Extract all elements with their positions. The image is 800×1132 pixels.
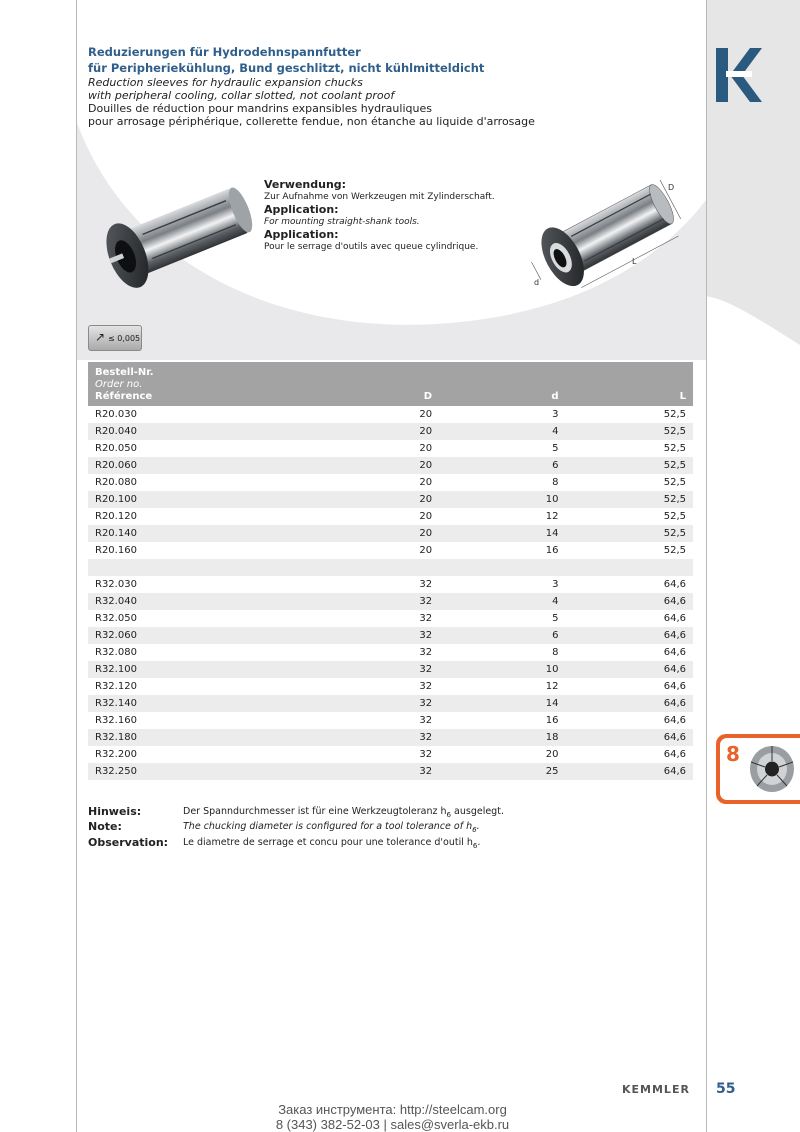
cell-order-number: R32.080 — [95, 647, 137, 658]
dim-L-label: L — [632, 257, 637, 266]
cell-order-number: R32.050 — [95, 613, 137, 624]
notes-block — [88, 806, 608, 852]
table-row — [88, 661, 693, 678]
usage-fr-heading: Application: — [264, 228, 339, 241]
cell-D: 20 — [215, 423, 439, 440]
cell-L: 64,6 — [565, 627, 693, 644]
cell-order-number: R20.140 — [88, 525, 215, 542]
cell-L: 52,5 — [663, 477, 686, 488]
table-row — [88, 610, 693, 627]
order-header-en: Order no. — [95, 379, 143, 390]
cell-D: 20 — [419, 477, 433, 488]
page-header — [88, 44, 698, 128]
cell-D: 32 — [419, 579, 433, 590]
cell-d — [439, 559, 565, 576]
cell-order-number: R32.200 — [95, 749, 137, 760]
left-rule — [76, 0, 77, 1132]
cell-d: 14 — [439, 525, 565, 542]
cell-L: 52,5 — [663, 443, 686, 454]
cell-L — [565, 559, 693, 576]
cell-L: 64,6 — [663, 647, 686, 658]
dimension-drawing — [520, 160, 700, 310]
cell-D: 32 — [215, 729, 439, 746]
col-order-number — [88, 362, 215, 406]
cell-d: 16 — [545, 715, 559, 726]
note-en-text: The chucking diameter is configured for a tool tolerance of $h_6$. — [183, 821, 480, 835]
cell-order-number: R20.030 — [95, 409, 137, 420]
cell-D: 32 — [215, 627, 439, 644]
cell-d: 8 — [552, 477, 559, 488]
chapter-number: 8 — [726, 742, 740, 766]
cell-D: 32 — [419, 613, 433, 624]
cell-d: 20 — [545, 749, 559, 760]
cell-L: 52,5 — [663, 511, 686, 522]
table-row — [88, 644, 693, 661]
cell-L: 64,6 — [663, 681, 686, 692]
table-row — [88, 474, 693, 491]
runout-arrow-icon: ↗ — [95, 330, 106, 344]
cell-d: 3 — [552, 579, 559, 590]
cell-order-number: R32.040 — [88, 593, 215, 610]
table-row — [88, 627, 693, 644]
cell-order-number: R20.120 — [95, 511, 137, 522]
cell-order-number: R32.250 — [88, 763, 215, 780]
table-row — [88, 457, 693, 474]
table-row — [88, 491, 693, 508]
table-row — [88, 593, 693, 610]
title-de-2: für Peripheriekühlung, Bund geschlitzt, nicht kühlmitteldicht — [88, 61, 485, 75]
cell-order-number: R20.160 — [95, 545, 137, 556]
cell-order-number: R20.040 — [88, 423, 215, 440]
cell-order-number: R20.060 — [88, 457, 215, 474]
cell-D: 20 — [419, 443, 433, 454]
table-header-row — [88, 362, 693, 406]
cell-d: 18 — [439, 729, 565, 746]
table-row — [88, 542, 693, 559]
usage-de-text: Zur Aufnahme von Werkzeugen mit Zylinderschaft. — [264, 192, 495, 202]
table-row — [88, 525, 693, 542]
cell-L: 52,5 — [565, 423, 693, 440]
footer-brand: KEMMLER — [622, 1083, 690, 1096]
cell-d: 4 — [439, 593, 565, 610]
cell-D: 20 — [215, 491, 439, 508]
product-table — [88, 362, 693, 780]
cell-d: 12 — [545, 511, 559, 522]
note-de-label: Hinweis: — [88, 805, 142, 818]
cell-D: 32 — [215, 695, 439, 712]
table-row — [88, 440, 693, 457]
cell-D: 32 — [215, 763, 439, 780]
cell-L: 64,6 — [663, 613, 686, 624]
table-row — [88, 423, 693, 440]
cell-d: 6 — [439, 457, 565, 474]
cell-D: 32 — [419, 681, 433, 692]
cell-D: 20 — [419, 511, 433, 522]
usage-block — [264, 178, 524, 253]
cell-order-number: R32.100 — [88, 661, 215, 678]
table-row — [88, 746, 693, 763]
table-row — [88, 508, 693, 525]
cell-L: 64,6 — [663, 715, 686, 726]
cell-L: 64,6 — [663, 749, 686, 760]
cell-d: 10 — [439, 491, 565, 508]
title-fr-1: Douilles de réduction pour mandrins expansibles hydrauliques — [88, 102, 432, 115]
cell-L: 64,6 — [663, 579, 686, 590]
cell-D: 20 — [419, 409, 433, 420]
cell-L: 52,5 — [663, 409, 686, 420]
product-photo — [86, 176, 256, 301]
cell-d: 5 — [552, 443, 559, 454]
cell-order-number: R20.080 — [95, 477, 137, 488]
table-row — [88, 712, 693, 729]
cell-order-number: R32.140 — [88, 695, 215, 712]
cell-L: 64,6 — [565, 661, 693, 678]
cell-order-number: R32.060 — [88, 627, 215, 644]
ad-line-2: 8 (343) 382-52-03 | sales@sverla-ekb.ru — [275, 1117, 510, 1132]
cell-L: 64,6 — [565, 729, 693, 746]
cell-D: 32 — [215, 661, 439, 678]
dim-D-label: D — [668, 183, 675, 192]
note-en-label: Note: — [88, 820, 122, 834]
note-fr-label: Observation: — [88, 835, 169, 849]
title-fr-2: pour arrosage périphérique, collerette fendue, non étanche au liquide d'arrosage — [88, 115, 535, 128]
cell-d: 3 — [552, 409, 559, 420]
table-row — [88, 576, 693, 593]
cell-d: 16 — [545, 545, 559, 556]
ad-line-1: Заказ инструмента: http://steelcam.org — [278, 1102, 507, 1117]
title-en-2: with peripheral cooling, collar slotted, not coolant proof — [88, 89, 395, 102]
order-header-fr: Référence — [95, 391, 153, 402]
cell-order-number: R32.030 — [95, 579, 137, 590]
usage-de-heading: Verwendung: — [264, 178, 347, 191]
col-L: L — [565, 362, 693, 406]
dim-d-label: d — [534, 278, 540, 287]
cell-d: 12 — [545, 681, 559, 692]
table-row — [88, 695, 693, 712]
table-row — [88, 406, 693, 423]
page-number: 55 — [716, 1081, 736, 1097]
cell-L: 64,6 — [565, 593, 693, 610]
cell-d: 25 — [439, 763, 565, 780]
cell-d: 6 — [439, 627, 565, 644]
cell-L: 64,6 — [565, 763, 693, 780]
cell-d: 5 — [552, 613, 559, 624]
cell-L: 52,5 — [565, 457, 693, 474]
col-D: D — [215, 362, 439, 406]
note-fr-text: Le diametre de serrage et concu pour une tolerance d'outil $h_6$. — [183, 836, 481, 850]
cell-D: 32 — [419, 715, 433, 726]
title-de-1: Reduzierungen für Hydrodehnspannfutter — [88, 45, 361, 59]
table-row — [88, 763, 693, 780]
kemmler-logo — [716, 48, 762, 102]
table-row — [88, 559, 693, 576]
cell-L: 52,5 — [663, 545, 686, 556]
cell-D — [215, 559, 439, 576]
table-row — [88, 729, 693, 746]
note-de-text: Der Spanndurchmesser ist für eine Werkzeugtoleranz $h_6$ ausgelegt. — [183, 806, 504, 819]
table-row — [88, 678, 693, 695]
usage-en-heading: Application: — [264, 203, 339, 216]
cell-D: 20 — [215, 525, 439, 542]
cell-d: 10 — [439, 661, 565, 678]
title-en-1: Reduction sleeves for hydraulic expansion chucks — [88, 76, 363, 89]
cell-order-number: R32.160 — [95, 715, 137, 726]
cell-D: 32 — [215, 593, 439, 610]
cell-order-number: R32.180 — [88, 729, 215, 746]
cell-d: 8 — [552, 647, 559, 658]
right-rule — [706, 0, 707, 1132]
order-header-de: Bestell-Nr. — [95, 367, 154, 378]
cell-d: 4 — [439, 423, 565, 440]
tolerance-badge — [88, 325, 142, 351]
tolerance-value: ≤ 0,005 — [108, 334, 141, 343]
cell-L: 64,6 — [565, 695, 693, 712]
cell-order-number: R20.100 — [88, 491, 215, 508]
usage-en-text: For mounting straight-shank tools. — [264, 217, 420, 227]
cell-D: 20 — [419, 545, 433, 556]
cell-L: 52,5 — [565, 525, 693, 542]
cell-d: 14 — [439, 695, 565, 712]
cell-D: 32 — [419, 647, 433, 658]
cell-order-number — [88, 559, 215, 576]
cell-order-number: R20.050 — [95, 443, 137, 454]
collet-icon — [742, 742, 798, 796]
cell-D: 32 — [419, 749, 433, 760]
cell-L: 52,5 — [565, 491, 693, 508]
chapter-tab[interactable] — [716, 734, 800, 804]
cell-D: 20 — [215, 457, 439, 474]
chapter-tab-inner — [720, 738, 800, 800]
col-d: d — [439, 362, 565, 406]
usage-fr-text: Pour le serrage d'outils avec queue cylindrique. — [264, 242, 479, 252]
cell-order-number: R32.120 — [95, 681, 137, 692]
